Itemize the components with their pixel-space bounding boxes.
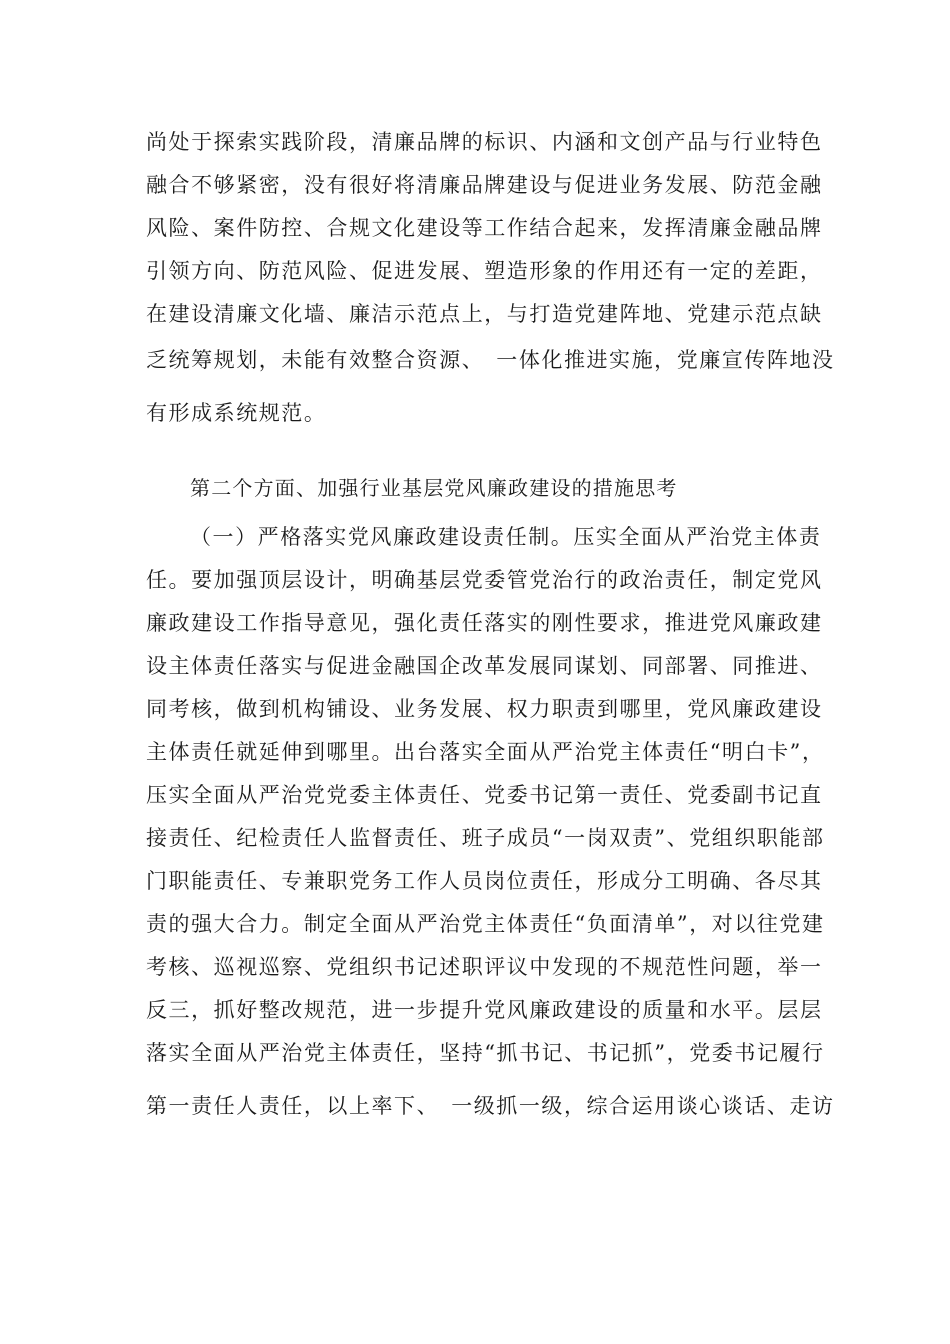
paragraph-1-line-3: 风险、案件防控、合规文化建设等工作结合起来，发挥清廉金融品牌: [146, 216, 823, 240]
paragraph-1-line-6: 乏统筹规划，未能有效整合资源、 一体化推进实施，党廉宣传阵地没: [146, 348, 835, 372]
paragraph-2-line-3: 廉政建设工作指导意见，强化责任落实的刚性要求，推进党风廉政建: [146, 611, 823, 635]
paragraph-2-line-2: 任。要加强顶层设计，明确基层党委管党治行的政治责任，制定党风: [146, 568, 823, 592]
paragraph-2-line-5: 同考核，做到机构铺设、业务发展、权力职责到哪里，党风廉政建设: [146, 697, 823, 721]
paragraph-2-line-6: 主体责任就延伸到哪里。出台落实全面从严治党主体责任“明白卡”，: [146, 740, 825, 764]
section-heading: 第二个方面、加强行业基层党风廉政建设的措施思考: [190, 476, 678, 500]
paragraph-1-line-2: 融合不够紧密，没有很好将清廉品牌建设与促进业务发展、防范金融: [146, 173, 823, 197]
paragraph-1-line-7: 有形成系统规范。: [146, 401, 327, 425]
paragraph-1-line-1: 尚处于探索实践阶段，清廉品牌的标识、内涵和文创产品与行业特色: [146, 130, 823, 154]
paragraph-2-line-7: 压实全面从严治党党委主体责任、党委书记第一责任、党委副书记直: [146, 783, 823, 807]
paragraph-2-line-14: 第一责任人责任，以上率下、 一级抓一级，综合运用谈心谈话、走访: [146, 1094, 835, 1118]
paragraph-2-line-8: 接责任、纪检责任人监督责任、班子成员“一岗双责”、党组织职能部: [146, 826, 825, 850]
paragraph-1-line-5: 在建设清廉文化墙、廉洁示范点上，与打造党建阵地、党建示范点缺: [146, 302, 823, 326]
paragraph-2-line-9: 门职能责任、专兼职党务工作人员岗位责任，形成分工明确、各尽其: [146, 869, 823, 893]
paragraph-2-line-4: 设主体责任落实与促进金融国企改革发展同谋划、同部署、同推进、: [146, 654, 823, 678]
paragraph-2-line-11: 考核、巡视巡察、党组织书记述职评议中发现的不规范性问题，举一: [146, 955, 823, 979]
paragraph-2-line-10: 责的强大合力。制定全面从严治党主体责任“负面清单”，对以往党建: [146, 912, 825, 936]
paragraph-1-line-4: 引领方向、防范风险、促进发展、塑造形象的作用还有一定的差距，: [146, 259, 823, 283]
paragraph-2-line-13: 落实全面从严治党主体责任，坚持“抓书记、书记抓”，党委书记履行: [146, 1041, 825, 1065]
paragraph-2-line-1: （一）严格落实党风廉政建设责任制。压实全面从严治党主体责: [190, 525, 822, 549]
paragraph-2-line-12: 反三，抓好整改规范，进一步提升党风廉政建设的质量和水平。层层: [146, 998, 823, 1022]
